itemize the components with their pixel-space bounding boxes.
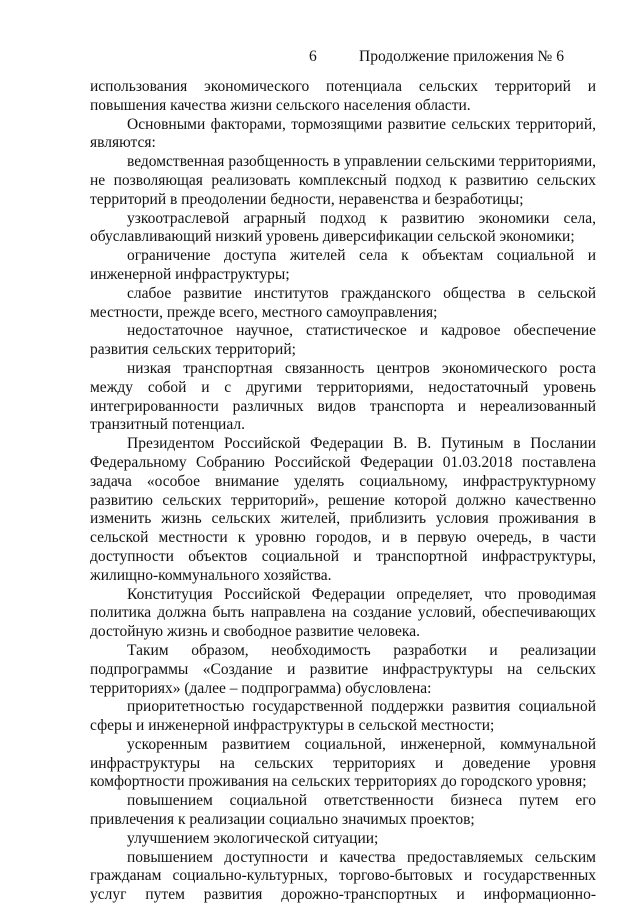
list-item: ограничение доступа жителей села к объектам социальной и инженерной инфраструктуры; <box>90 247 596 283</box>
page-number: 6 <box>309 48 317 65</box>
list-item: слабое развитие институтов гражданского общества в сельской местности, прежде всего, местного самоуправления; <box>90 284 596 321</box>
list-item: недостаточное научное, статистическое и кадровое обеспечение развития сельских территорий; <box>90 322 596 359</box>
list-item: повышением социальной ответственности бизнеса путем его привлечения к реализации социально значимых проектов; <box>90 792 596 829</box>
paragraph: Основными факторами, тормозящими развитие сельских территорий, являются: <box>90 115 596 152</box>
appendix-label: Продолжение приложения № 6 <box>359 48 564 65</box>
list-item: ведомственная разобщенность в управлении сельскими территориями, не позволяющая реализовать комплексный подход к развитию сельских территорий в преодолении бедности, неравенства и безработицы; <box>90 153 596 208</box>
paragraph: Таким образом, необходимость разработки и реализации подпрограммы «Создание и развитие инфраструктуры на сельских территориях» (далее – подпрограмма) обусловлена: <box>90 641 596 697</box>
list-item: ускоренным развитием социальной, инженерной, коммунальной инфраструктуры на сельских территориях и доведение уровня комфортности проживания на сельских территориях до городского уровня; <box>90 735 596 791</box>
list-item: улучшением экологической ситуации; <box>127 829 379 847</box>
paragraph: использования экономического потенциала сельских территорий и повышения качества жизни сельского населения области. <box>90 78 596 114</box>
page-header <box>0 48 640 68</box>
paragraph: Конституция Российской Федерации определяет, что проводимая политика должна быть направлена на создание условий, обеспечивающих достойную жизнь и свободное развитие человека. <box>90 585 596 641</box>
list-item: узкоотраслевой аграрный подход к развитию экономики села, обуславливающий низкий уровень диверсификации сельской экономики; <box>90 209 596 246</box>
list-item: низкая транспортная связанность центров экономического роста между собой и с другими территориями, недостаточный уровень интегрированности различных видов транспорта и нереализованный транзитный потенциал. <box>90 359 596 434</box>
list-item: приоритетностью государственной поддержки развития социальной сферы и инженерной инфраструктуры в сельской местности; <box>90 698 596 735</box>
document-body <box>90 78 596 905</box>
list-item: повышением доступности и качества предоставляемых сельским гражданам социально-культурных, торгово-бытовых и государственных услуг путем развития дорожно-транспортных и информационно- <box>90 848 596 904</box>
paragraph: Президентом Российской Федерации В. В. Путиным в Послании Федеральному Собранию Российской Федерации 01.03.2018 поставлена задача «особое внимание уделять социальному, инфраструктурному развитию сельских территорий», решение которой должно качественно изменить жизнь сельских жителей, приблизить условия проживания в сельской местности к уровню городов, и в первую очередь, в части доступности объектов социальной и транспортной инфраструктуры, жилищно-коммунального хозяйства. <box>90 435 596 584</box>
